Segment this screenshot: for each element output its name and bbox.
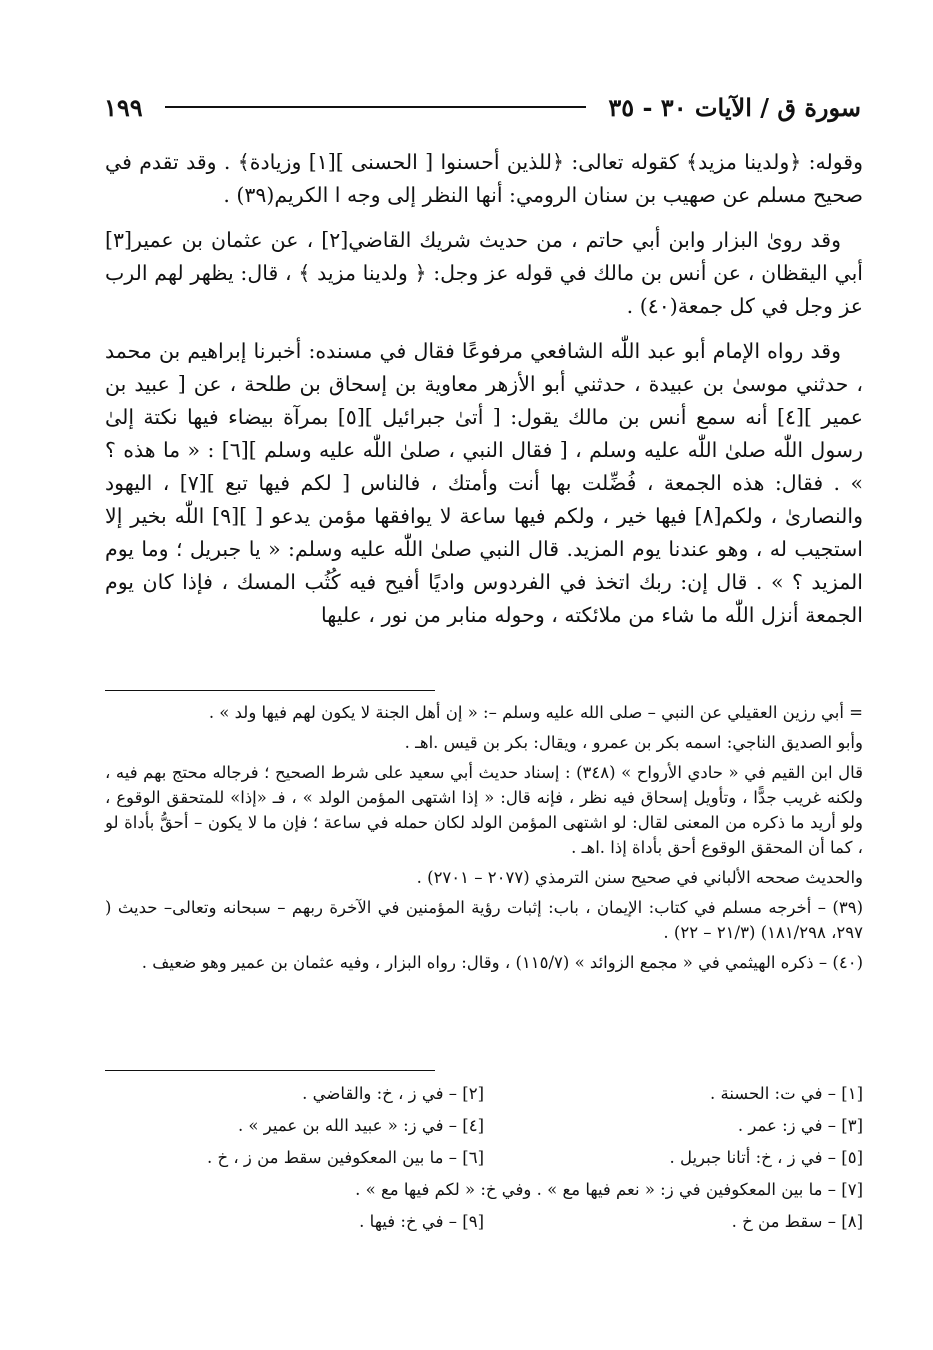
variant-note: [٢] – في ز ، خ: والقاضي . — [302, 1084, 484, 1103]
footnote-40: (٤٠) – ذكره الهيثمي في « مجمع الزوائد » (١١٥/٧) ، وقال: رواه البزار ، وفيه عثمان بن عمير وهو ضعيف . — [141, 953, 863, 972]
paragraph-2: وقد روىٰ البزار وابن أبي حاتم ، من حديث شريك القاضي[٢] ، عن عثمان بن عمير[٣] أبي اليقظان ، عن أنس بن مالك في قوله عز وجل: ﴿ ولدينا مزيد ﴾ ، قال: يظهر لهم الرب عز وجل في كل جمعة(٤٠) . — [105, 228, 863, 318]
paragraph-3: وقد رواه الإمام أبو عبد اللّٰه الشافعي مرفوعًا فقال في مسنده: أخبرنا إبراهيم بن محمد ، حدثني موسىٰ بن عبيدة ، حدثني أبو الأزهر معاوية بن إسحاق بن طلحة ، عن [ عبيد بن عمير ][٤] أنه سمع أنس بن مالك يقول: [ أتىٰ جبرائيل ][٥] بمرآة بيضاء فيها نكتة إلىٰ رسول اللّٰه صلىٰ اللّٰه عليه وسلم ، [ فقال النبي ، صلىٰ اللّٰه عليه وسلم ][٦] : « ما هذه ؟ » . فقال: هذه الجمعة ، فُضِّلت بها أنت وأمتك ، فالناس [ لكم فيها تبع ][٧] ، اليهود والنصارىٰ ، ولكم[٨] فيها خير ، ولكم فيها ساعة لا يوافقها مؤمن يدعو [ ][٩] اللّٰه بخير إلا استجيب له ، وهو عندنا يوم المزيد. قال النبي صلىٰ اللّٰه عليه وسلم: « يا جبريل ؛ وما يوم المزيد ؟ » . قال إن: ربك اتخذ في الفردوس واديًا أفيح فيه كُثُب المسك ، فإذا كان يوم الجمعة أنزل اللّٰه ما شاء من ملائكته ، وحوله منابر من نور ، عليها — [105, 339, 864, 627]
footnotes — [105, 700, 863, 980]
chapter-title: سورة ق / الآيات ٣٠ - ٣٥ — [608, 92, 861, 122]
variant-note: [٦] – ما بين المعكوفين سقط من ز ، خ . — [206, 1148, 484, 1167]
main-text — [105, 146, 863, 644]
variant-note: [٧] – ما بين المعكوفين في ز: « نعم فيها مع » . وفي خ: « لكم فيها مع » . — [355, 1180, 863, 1199]
header-rule — [165, 106, 587, 108]
variants-separator — [105, 1070, 435, 1071]
running-header — [104, 88, 861, 126]
variant-row-full — [105, 1174, 863, 1206]
variant-note: [٩] – في خ: فيها . — [359, 1212, 484, 1231]
footnote-line: وأبو الصديق الناجي: اسمه بكر بن عمرو ، ويقال: بكر بن قيس .اهـ . — [404, 733, 863, 752]
variant-note: [٥] – في ز ، خ: أتانا جبريل . — [669, 1148, 863, 1167]
footnote-39: (٣٩) – أخرجه مسلم في كتاب: الإيمان ، باب: إثبات رؤية المؤمنين في الآخرة ربهم – سبحانه وتعالى– حديث ( ٢٩٧، ١٨١/٢٩٨) (٢١/٣ – ٢٢) . — [105, 898, 863, 942]
page-number: ١٩٩ — [104, 92, 143, 122]
variant-row — [105, 1206, 863, 1238]
variant-note: [١] – في ت: الحسنة . — [709, 1084, 863, 1103]
paragraph-1: وقوله: ﴿ولدينا مزيد﴾ كقوله تعالى: ﴿للذين أحسنوا [ الحسنى ][١] وزيادة﴾ . وقد تقدم في صحيح مسلم عن صهيب بن سنان الرومي: أنها النظر إلى وجه ا الكريم(٣٩) . — [105, 150, 863, 207]
variant-note: [٨] – سقط من خ . — [731, 1212, 863, 1231]
footnote-quote: قال ابن القيم في « حادي الأرواح » (٣٤٨) : إسناد حديث أبي سعيد على شرط الصحيح ؛ فرجاله محتج بهم فيه ، ولكنه غريب جدًّا ، وتأويل إسحاق فيه نظر ، فإنه قال: « إذا اشتهى المؤمن الولد » ، فـ «إذا» للمتحقق الوقوع ، ولو أريد ما ذكره من المعنى لقال: لو اشتهى المؤمن الولد لكان حمله في ساعة ؛ فإن ما لا يكون – أحقُّ بأداة لو ، كما أن المحقق الوقوع أحق بأداة إذا .اهـ . — [105, 763, 863, 857]
footnote-line: والحديث صححه الألباني في صحيح سنن الترمذي (٢٠٧٧ – ٢٧٠١) . — [416, 868, 863, 887]
manuscript-variants — [105, 1078, 863, 1238]
variant-row — [105, 1110, 863, 1142]
footnote-separator — [105, 690, 435, 691]
footnote-continuation: = أبي رزين العقيلي عن النبي – صلى الله عليه وسلم –: « إن أهل الجنة لا يكون لهم فيها ولد » . — [208, 703, 863, 722]
variant-note: [٤] – في ز: « عبيد الله بن عمير » . — [237, 1116, 484, 1135]
variant-row — [105, 1142, 863, 1174]
variant-note: [٣] – في ز: عمر . — [737, 1116, 863, 1135]
variant-row — [105, 1078, 863, 1110]
